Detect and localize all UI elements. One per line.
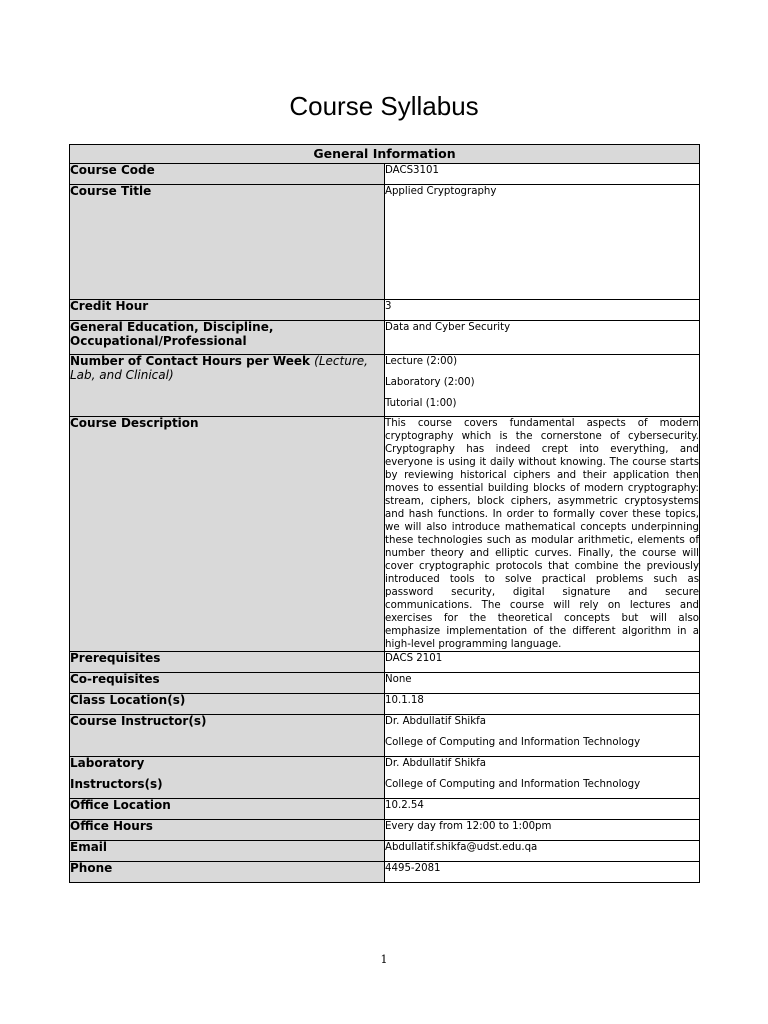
- class-location-label: Class Location(s): [70, 694, 385, 715]
- row-general-education: [70, 321, 700, 355]
- row-lab-instructor: [70, 757, 700, 799]
- table-header-row: [70, 145, 700, 164]
- class-location-value: 10.1.18: [385, 694, 700, 715]
- course-code-label: Course Code: [70, 164, 385, 185]
- row-course-description: [70, 417, 700, 652]
- document-title: Course Syllabus: [289, 91, 479, 121]
- lab-instructor-college: College of Computing and Information Technology: [385, 779, 641, 790]
- office-location-value: 10.2.54: [385, 799, 700, 820]
- prerequisites-value: DACS 2101: [385, 652, 700, 673]
- general-information-table: [69, 144, 700, 883]
- credit-hour-label: Credit Hour: [70, 300, 385, 321]
- row-credit-hour: [70, 300, 700, 321]
- office-hours-value: Every day from 12:00 to 1:00pm: [385, 820, 700, 841]
- lab-instructor-name: Dr. Abdullatif Shikfa: [385, 758, 486, 769]
- email-label: Email: [70, 841, 385, 862]
- lab-instructor-label: [70, 757, 385, 799]
- general-education-label: General Education, Discipline, Occupational/Professional: [70, 321, 385, 355]
- contact-hours-label-text: Number of Contact Hours per Week: [70, 354, 310, 368]
- row-phone: [70, 862, 700, 883]
- course-description-value: This course covers fundamental aspects of modern cryptography which is the cornerstone of cybersecurity. Cryptography has indeed crept into everything, and everyone is using it daily without knowing. The course starts by reviewing historical ciphers and their application then moves to essential building blocks of modern cryptography: stream, ciphers, block ciphers, asymmetric cryptosystems and hash functions. In order to formally cover these topics, we will also introduce mathematical concepts underpinning these technologies such as modular arithmetic, elements of number theory and elliptic curves. Finally, the course will cover cryptographic protocols that combine the previously introduced tools to solve practical problems such as password security, digital signature and secure communications. The course will rely on lectures and exercises for the theoretical concepts but will also emphasize implementation of the different algorithm in a high-level programming language.: [385, 418, 699, 650]
- phone-label: Phone: [70, 862, 385, 883]
- course-code-value: DACS3101: [385, 164, 700, 185]
- office-hours-label: Office Hours: [70, 820, 385, 841]
- contact-hours-lecture: Lecture (2:00): [385, 356, 458, 367]
- row-email: [70, 841, 700, 862]
- contact-hours-label: [70, 355, 385, 417]
- section-header: General Information: [70, 145, 700, 164]
- lab-instructor-label-line1: Laboratory: [70, 756, 145, 770]
- row-course-title: [70, 185, 700, 300]
- row-office-hours: [70, 820, 700, 841]
- course-instructor-label: Course Instructor(s): [70, 715, 385, 757]
- contact-hours-value: [385, 355, 700, 417]
- general-education-value: Data and Cyber Security: [385, 321, 700, 355]
- page-number: 1: [380, 953, 388, 966]
- course-title-value: Applied Cryptography: [385, 185, 700, 300]
- credit-hour-value: 3: [385, 300, 700, 321]
- contact-hours-laboratory: Laboratory (2:00): [385, 377, 475, 388]
- corequisites-label: Co-requisites: [70, 673, 385, 694]
- row-prerequisites: [70, 652, 700, 673]
- course-instructor-college: College of Computing and Information Technology: [385, 737, 641, 748]
- phone-value: 4495-2081: [385, 862, 700, 883]
- course-title-label: Course Title: [70, 185, 385, 300]
- row-course-code: [70, 164, 700, 185]
- office-location-label: Office Location: [70, 799, 385, 820]
- prerequisites-label: Prerequisites: [70, 652, 385, 673]
- corequisites-value: None: [385, 673, 700, 694]
- course-description-label: Course Description: [70, 417, 385, 652]
- row-class-location: [70, 694, 700, 715]
- lab-instructor-label-line2: Instructors(s): [70, 776, 163, 791]
- contact-hours-label-note: (Lecture, Lab, and Clinical): [70, 354, 368, 382]
- course-instructor-name: Dr. Abdullatif Shikfa: [385, 716, 486, 727]
- email-value: Abdullatif.shikfa@udst.edu.qa: [385, 841, 700, 862]
- course-instructor-value: [385, 715, 700, 757]
- row-contact-hours: [70, 355, 700, 417]
- lab-instructor-value: [385, 757, 700, 799]
- contact-hours-tutorial: Tutorial (1:00): [385, 398, 457, 409]
- row-corequisites: [70, 673, 700, 694]
- row-office-location: [70, 799, 700, 820]
- row-course-instructor: [70, 715, 700, 757]
